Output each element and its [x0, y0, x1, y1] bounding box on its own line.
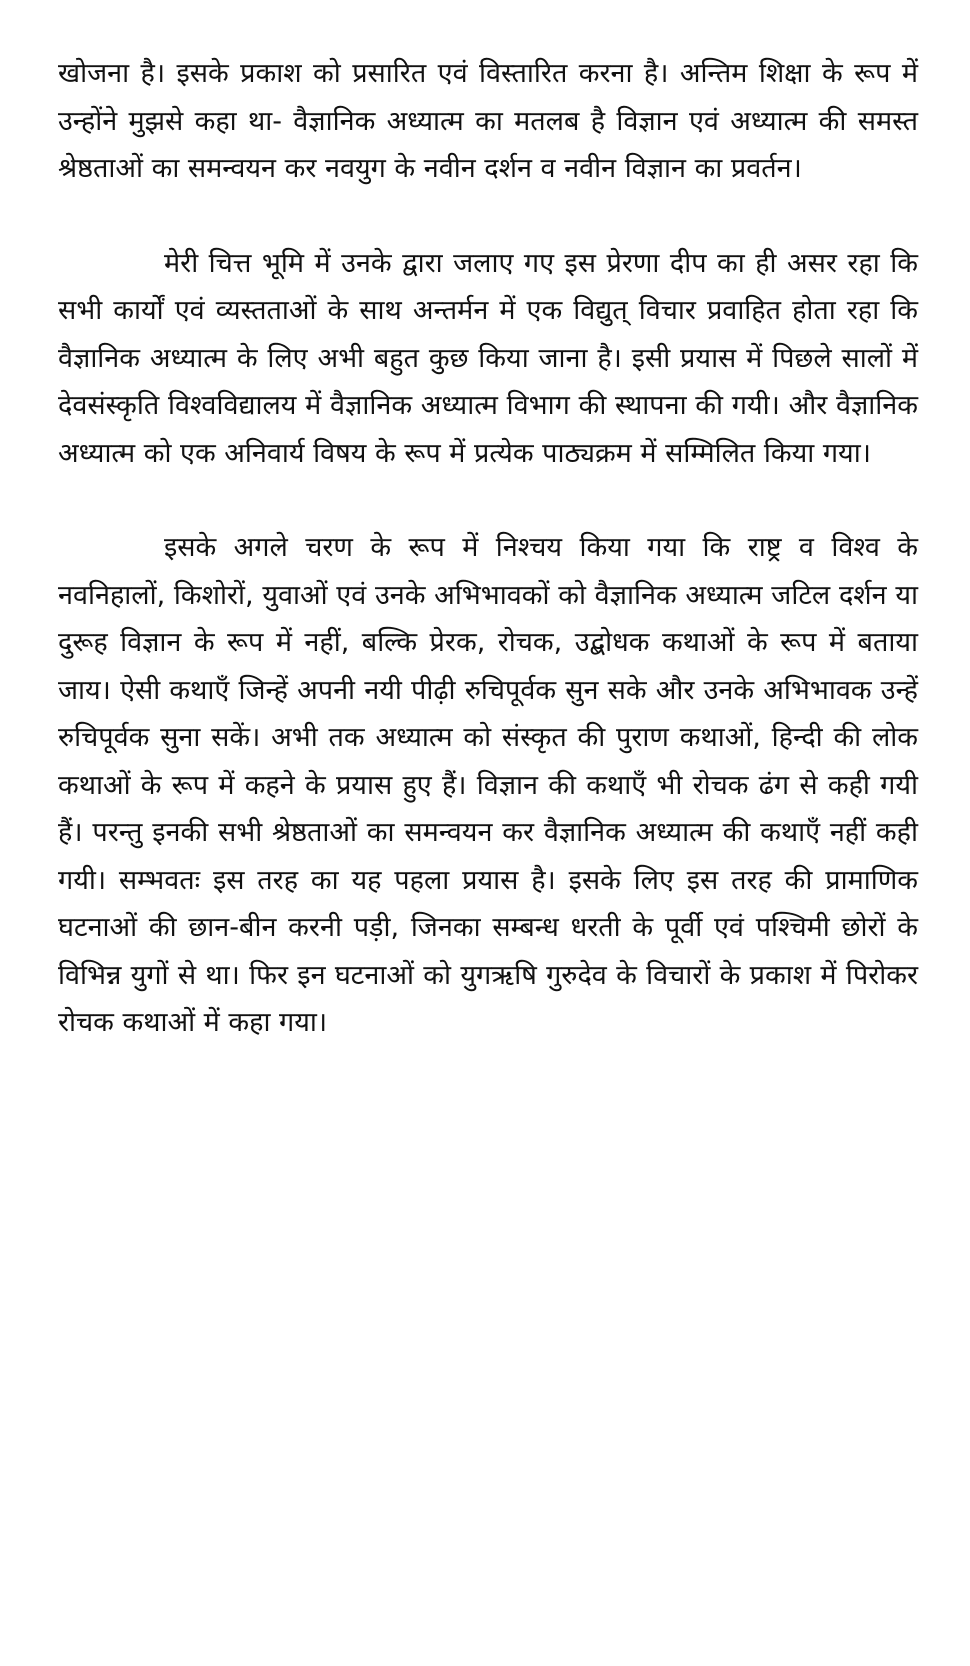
paragraph-3: इसके अगले चरण के रूप में निश्चय किया गया कि राष्ट्र व विश्व के नवनिहालों, किशोरों, युवाओं एवं उनके अभिभावकों को वैज्ञानिक अध्यात्म जटिल दर्शन या दुरूह विज्ञान के रूप में नहीं, बल्कि प्रेरक, रोचक, उद्बोधक कथाओं के रूप में बताया जाय। ऐसी कथाएँ जिन्हें अपनी नयी पीढ़ी रुचिपूर्वक सुन सके और उनके अभिभावक उन्हें रुचिपूर्वक सुना सकें। अभी तक अध्यात्म को संस्कृत की पुराण कथाओं, हिन्दी की लोक कथाओं के रूप में कहने के प्रयास हुए हैं। विज्ञान की कथाएँ भी रोचक ढंग से कही गयी हैं। परन्तु इनकी सभी श्रेष्ठताओं का समन्वयन कर वैज्ञानिक अध्यात्म की कथाएँ नहीं कही गयी। सम्भवतः इस तरह का यह पहला प्रयास है। इसके लिए इस तरह की प्रामाणिक घटनाओं की छान-बीन करनी पड़ी, जिनका सम्बन्ध धरती के पूर्वी एवं पश्चिमी छोरों के विभिन्न युगों से था। फिर इन घटनाओं को युगऋषि गुरुदेव के विचारों के प्रकाश में पिरोकर रोचक कथाओं में कहा गया। — [58, 532, 918, 1038]
page-body — [58, 50, 918, 1047]
paragraph-1: खोजना है। इसके प्रकाश को प्रसारित एवं विस्तारित करना है। अन्तिम शिक्षा के रूप में उन्होंने मुझसे कहा था- वैज्ञानिक अध्यात्म का मतलब है विज्ञान एवं अध्यात्म की समस्त श्रेष्ठताओं का समन्वयन कर नवयुग के नवीन दर्शन व नवीन विज्ञान का प्रवर्तन। — [58, 58, 918, 184]
paragraph-2: मेरी चित्त भूमि में उनके द्वारा जलाए गए इस प्रेरणा दीप का ही असर रहा कि सभी कार्यों एवं व्यस्तताओं के साथ अन्तर्मन में एक विद्युत् विचार प्रवाहित होता रहा कि वैज्ञानिक अध्यात्म के लिए अभी बहुत कुछ किया जाना है। इसी प्रयास में पिछले सालों में देवसंस्कृति विश्वविद्यालय में वैज्ञानिक अध्यात्म विभाग की स्थापना की गयी। और वैज्ञानिक अध्यात्म को एक अनिवार्य विषय के रूप में प्रत्येक पाठ्यक्रम में सम्मिलित किया गया। — [58, 247, 918, 469]
